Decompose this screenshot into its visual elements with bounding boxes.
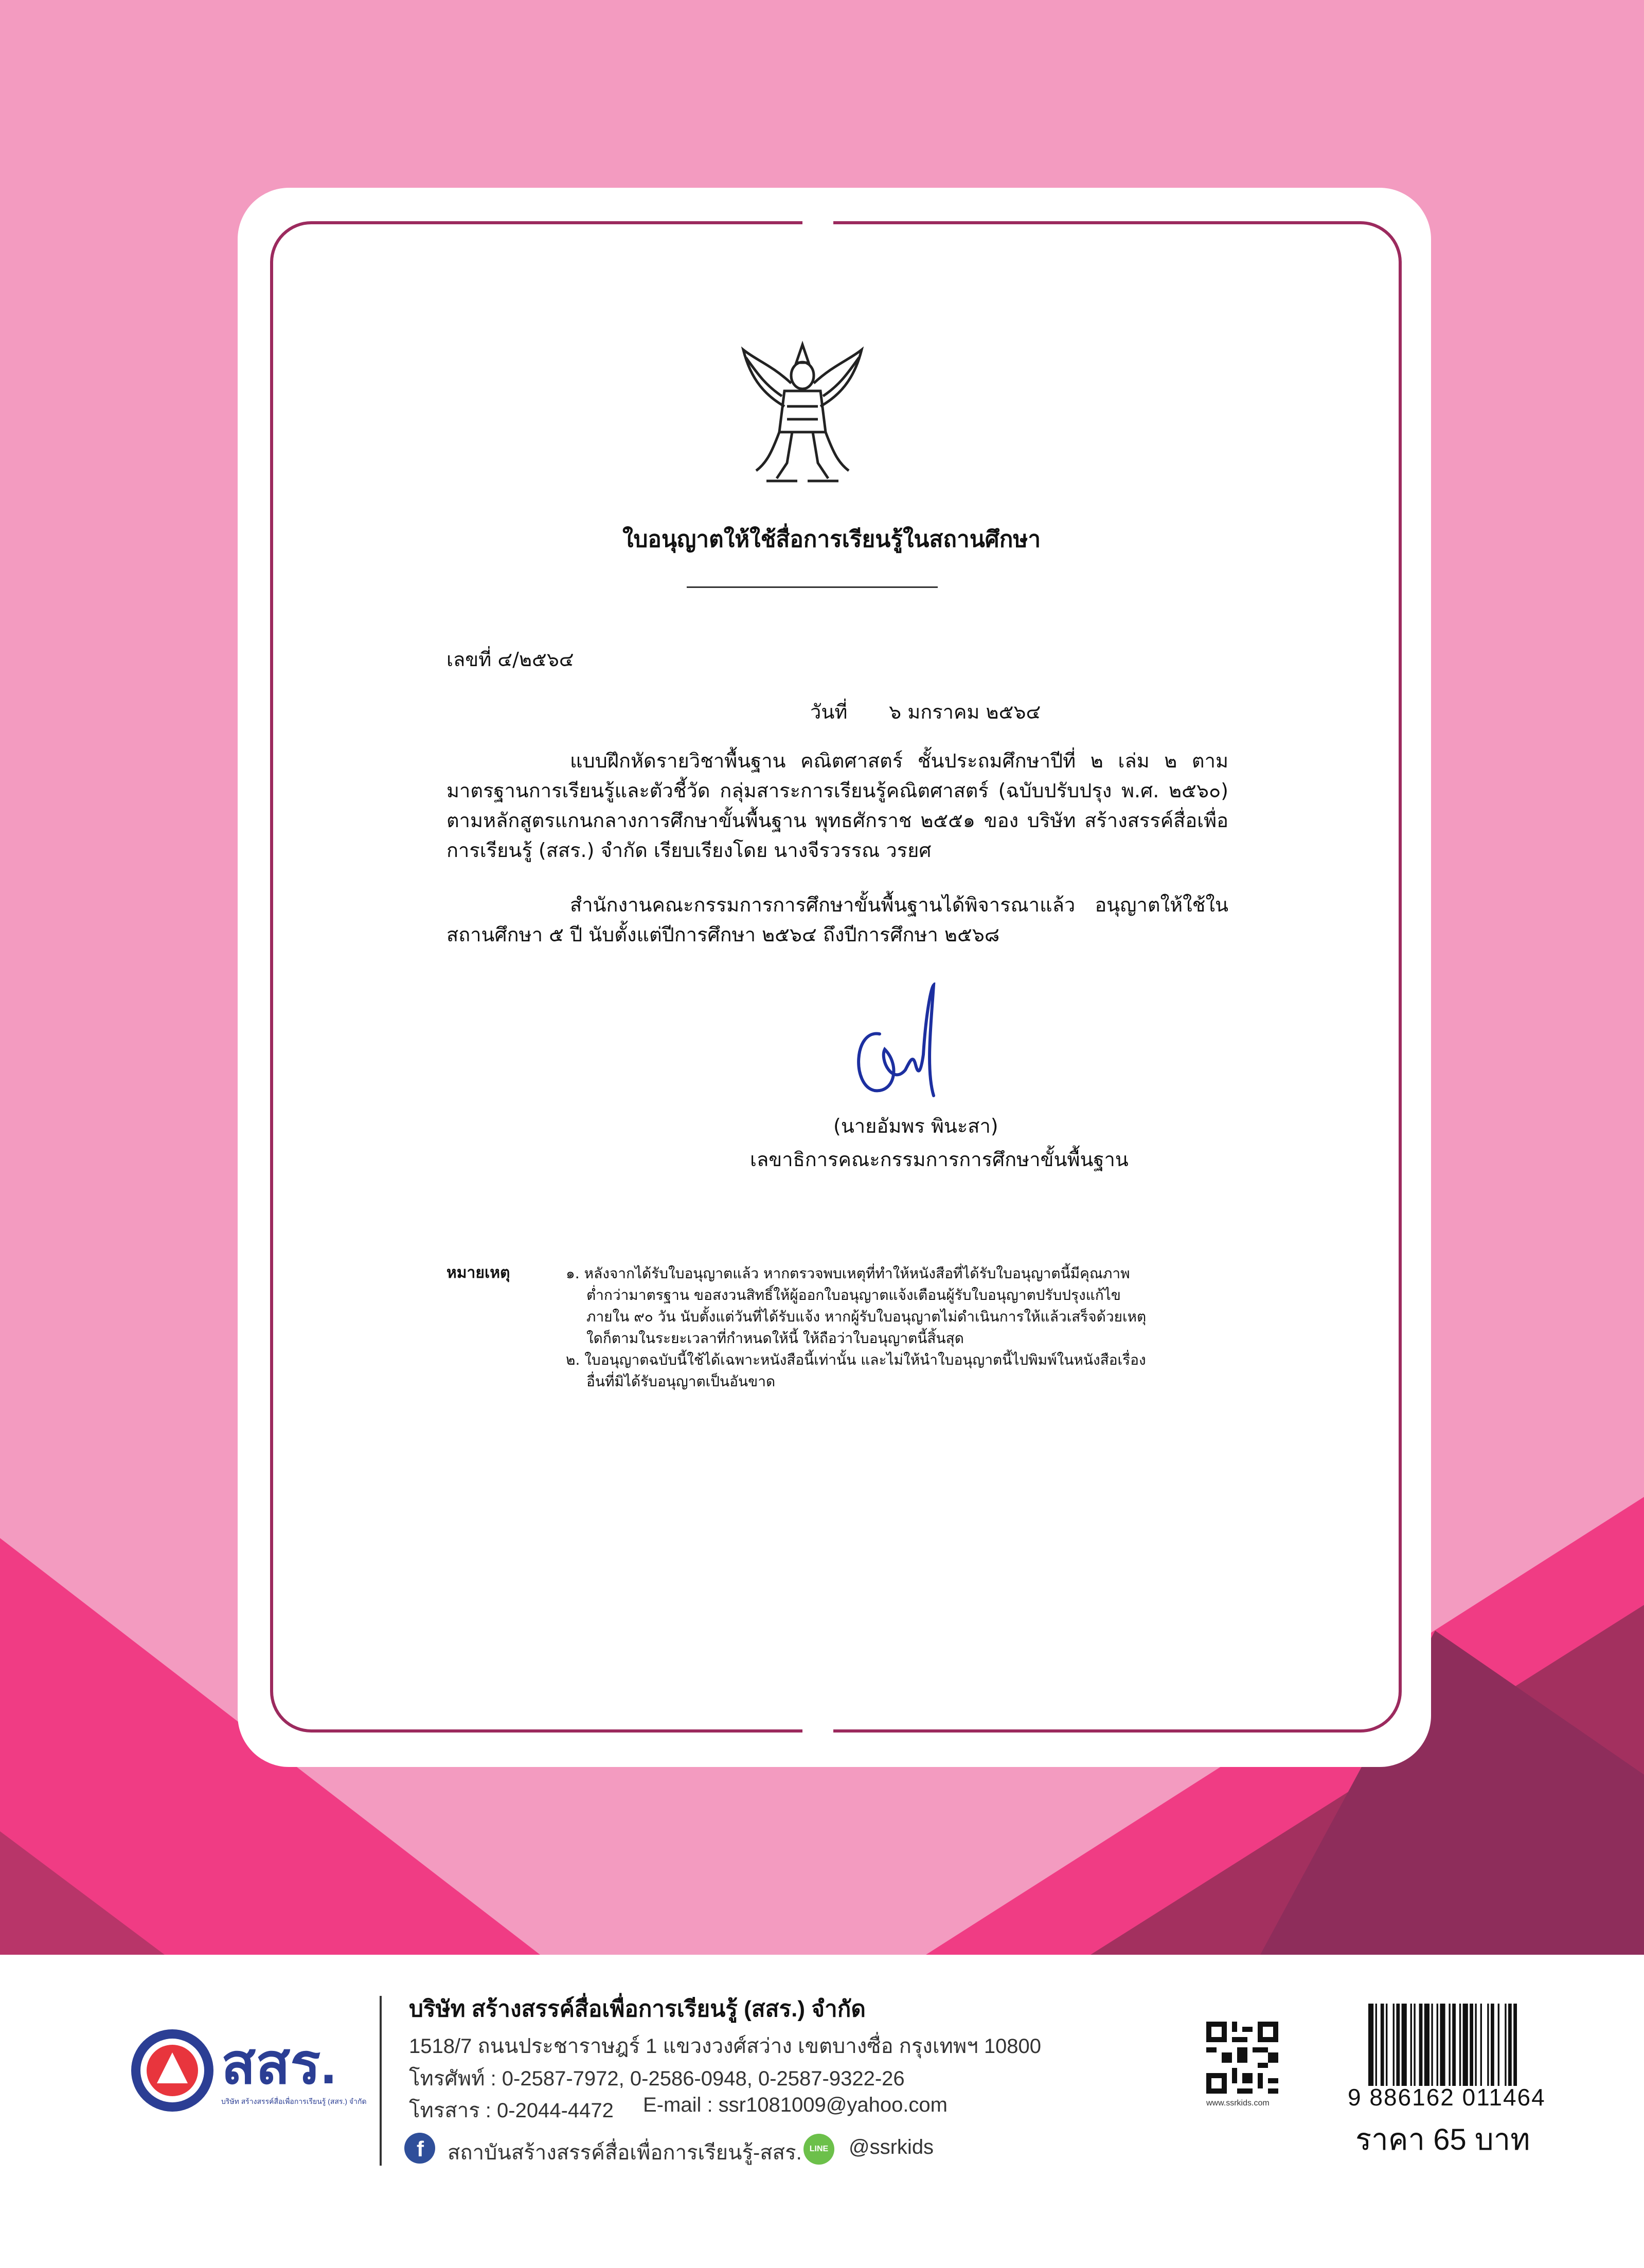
title-underline <box>687 586 938 588</box>
document-title: ใบอนุญาตให้ใช้สื่อการเรียนรู้ในสถานศึกษา <box>622 526 1041 552</box>
company-phone: โทรศัพท์ : 0-2587-7972, 0-2586-0948, 0-2587-9322-26 <box>409 2067 905 2090</box>
note-2: ๒. ใบอนุญาตฉบับนี้ใช้ได้เฉพาะหนังสือนี้เท่านั้น และไม่ให้นำใบอนุญาตนี้ไปพิมพ์ในหนังสือเรื่องอื่นที่มิได้รับอนุญาตเป็นอันขาด <box>566 1351 1146 1390</box>
company-fax: โทรสาร : 0-2044-4472 <box>409 2099 614 2122</box>
note-1: ๑. หลังจากได้รับใบอนุญาตแล้ว หากตรวจพบเหตุที่ทำให้หนังสือที่ได้รับใบอนุญาตนี้มีคุณภาพต่ำกว่ามาตรฐาน ขอสงวนสิทธิ์ให้ผู้ออกใบอนุญาตแจ้งเตือนผู้รับใบอนุญาตปรับปรุงแก้ไขภายใน ๙๐ วัน นับตั้งแต่วันที่ได้รับแจ้ง หากผู้รับใบอนุญาตไม่ดำเนินการให้แล้วเสร็จด้วยเหตุใดก็ตามในระยะเวลาที่กำหนดให้นี้ ให้ถือว่าใบอนุญาตนี้สิ้นสุด <box>566 1265 1147 1347</box>
line-id: @ssrkids <box>849 2136 934 2158</box>
signer-name: (นายอัมพร พินะสา) <box>833 1115 998 1137</box>
signature-image <box>844 983 946 1106</box>
qr-code-icon <box>1206 2022 1278 2094</box>
frame-notch-bottom <box>802 1726 833 1738</box>
signer-title: เลขาธิการคณะกรรมการการศึกษาขั้นพื้นฐาน <box>750 1148 1129 1171</box>
line-icon: LINE <box>803 2134 834 2165</box>
svg-text:f: f <box>417 2137 424 2161</box>
isbn-digits: 9 886162 011464 <box>1348 2084 1546 2111</box>
paragraph-2: สำนักงานคณะกรรมการการศึกษาขั้นพื้นฐานได้พิจารณาแล้ว อนุญาตให้ใช้ในสถานศึกษา ๕ ปี นับตั้งแต่ปีการศึกษา ๒๕๖๔ ถึงปีการศึกษา ๒๕๖๘ <box>446 894 1228 946</box>
company-logo-icon <box>129 2027 216 2114</box>
logo-subtext: บริษัท สร้างสรรค์สื่อเพื่อการเรียนรู้ (สสร.) จำกัด <box>221 2097 367 2105</box>
garuda-emblem-icon <box>736 334 869 489</box>
notes <box>566 1263 1147 1392</box>
logo-text: สสร. <box>221 2032 336 2096</box>
website: www.ssrkids.com <box>1206 2099 1270 2108</box>
price: ราคา 65 บาท <box>1355 2123 1530 2156</box>
note-label: หมายเหตุ <box>446 1264 510 1282</box>
barcode-icon <box>1368 2004 1574 2091</box>
company-address: 1518/7 ถนนประชาราษฎร์ 1 แขวงวงศ์สว่าง เขตบางซื่อ กรุงเทพฯ 10800 <box>409 2035 1042 2058</box>
facebook-icon <box>404 2132 436 2164</box>
company-name: บริษัท สร้างสรรค์สื่อเพื่อการเรียนรู้ (สสร.) จำกัด <box>409 1996 866 2022</box>
date-value: ๖ มกราคม ๒๕๖๔ <box>889 701 1041 723</box>
facebook-page: สถาบันสร้างสรรค์สื่อเพื่อการเรียนรู้-สสร. <box>448 2141 802 2164</box>
company-email: E-mail : ssr1081009@yahoo.com <box>643 2094 948 2116</box>
footer-divider <box>380 1996 382 2166</box>
paragraph-1: แบบฝึกหัดรายวิชาพื้นฐาน คณิตศาสตร์ ชั้นประถมศึกษาปีที่ ๒ เล่ม ๒ ตามมาตรฐานการเรียนรู้และตัวชี้วัด กลุ่มสาระการเรียนรู้คณิตศาสตร์ (ฉบับปรับปรุง พ.ศ. ๒๕๖๐) ตามหลักสูตรแกนกลางการศึกษาขั้นพื้นฐาน พุทธศักราช ๒๕๕๑ ของ บริษัท สร้างสรรค์สื่อเพื่อการเรียนรู้ (สสร.) จำกัด เรียบเรียงโดย นางจีรวรรณ วรยศ <box>446 749 1228 862</box>
license-number: เลขที่ ๔/๒๕๖๔ <box>446 648 574 671</box>
frame-notch-top <box>802 216 833 228</box>
date-label: วันที่ <box>810 701 848 723</box>
